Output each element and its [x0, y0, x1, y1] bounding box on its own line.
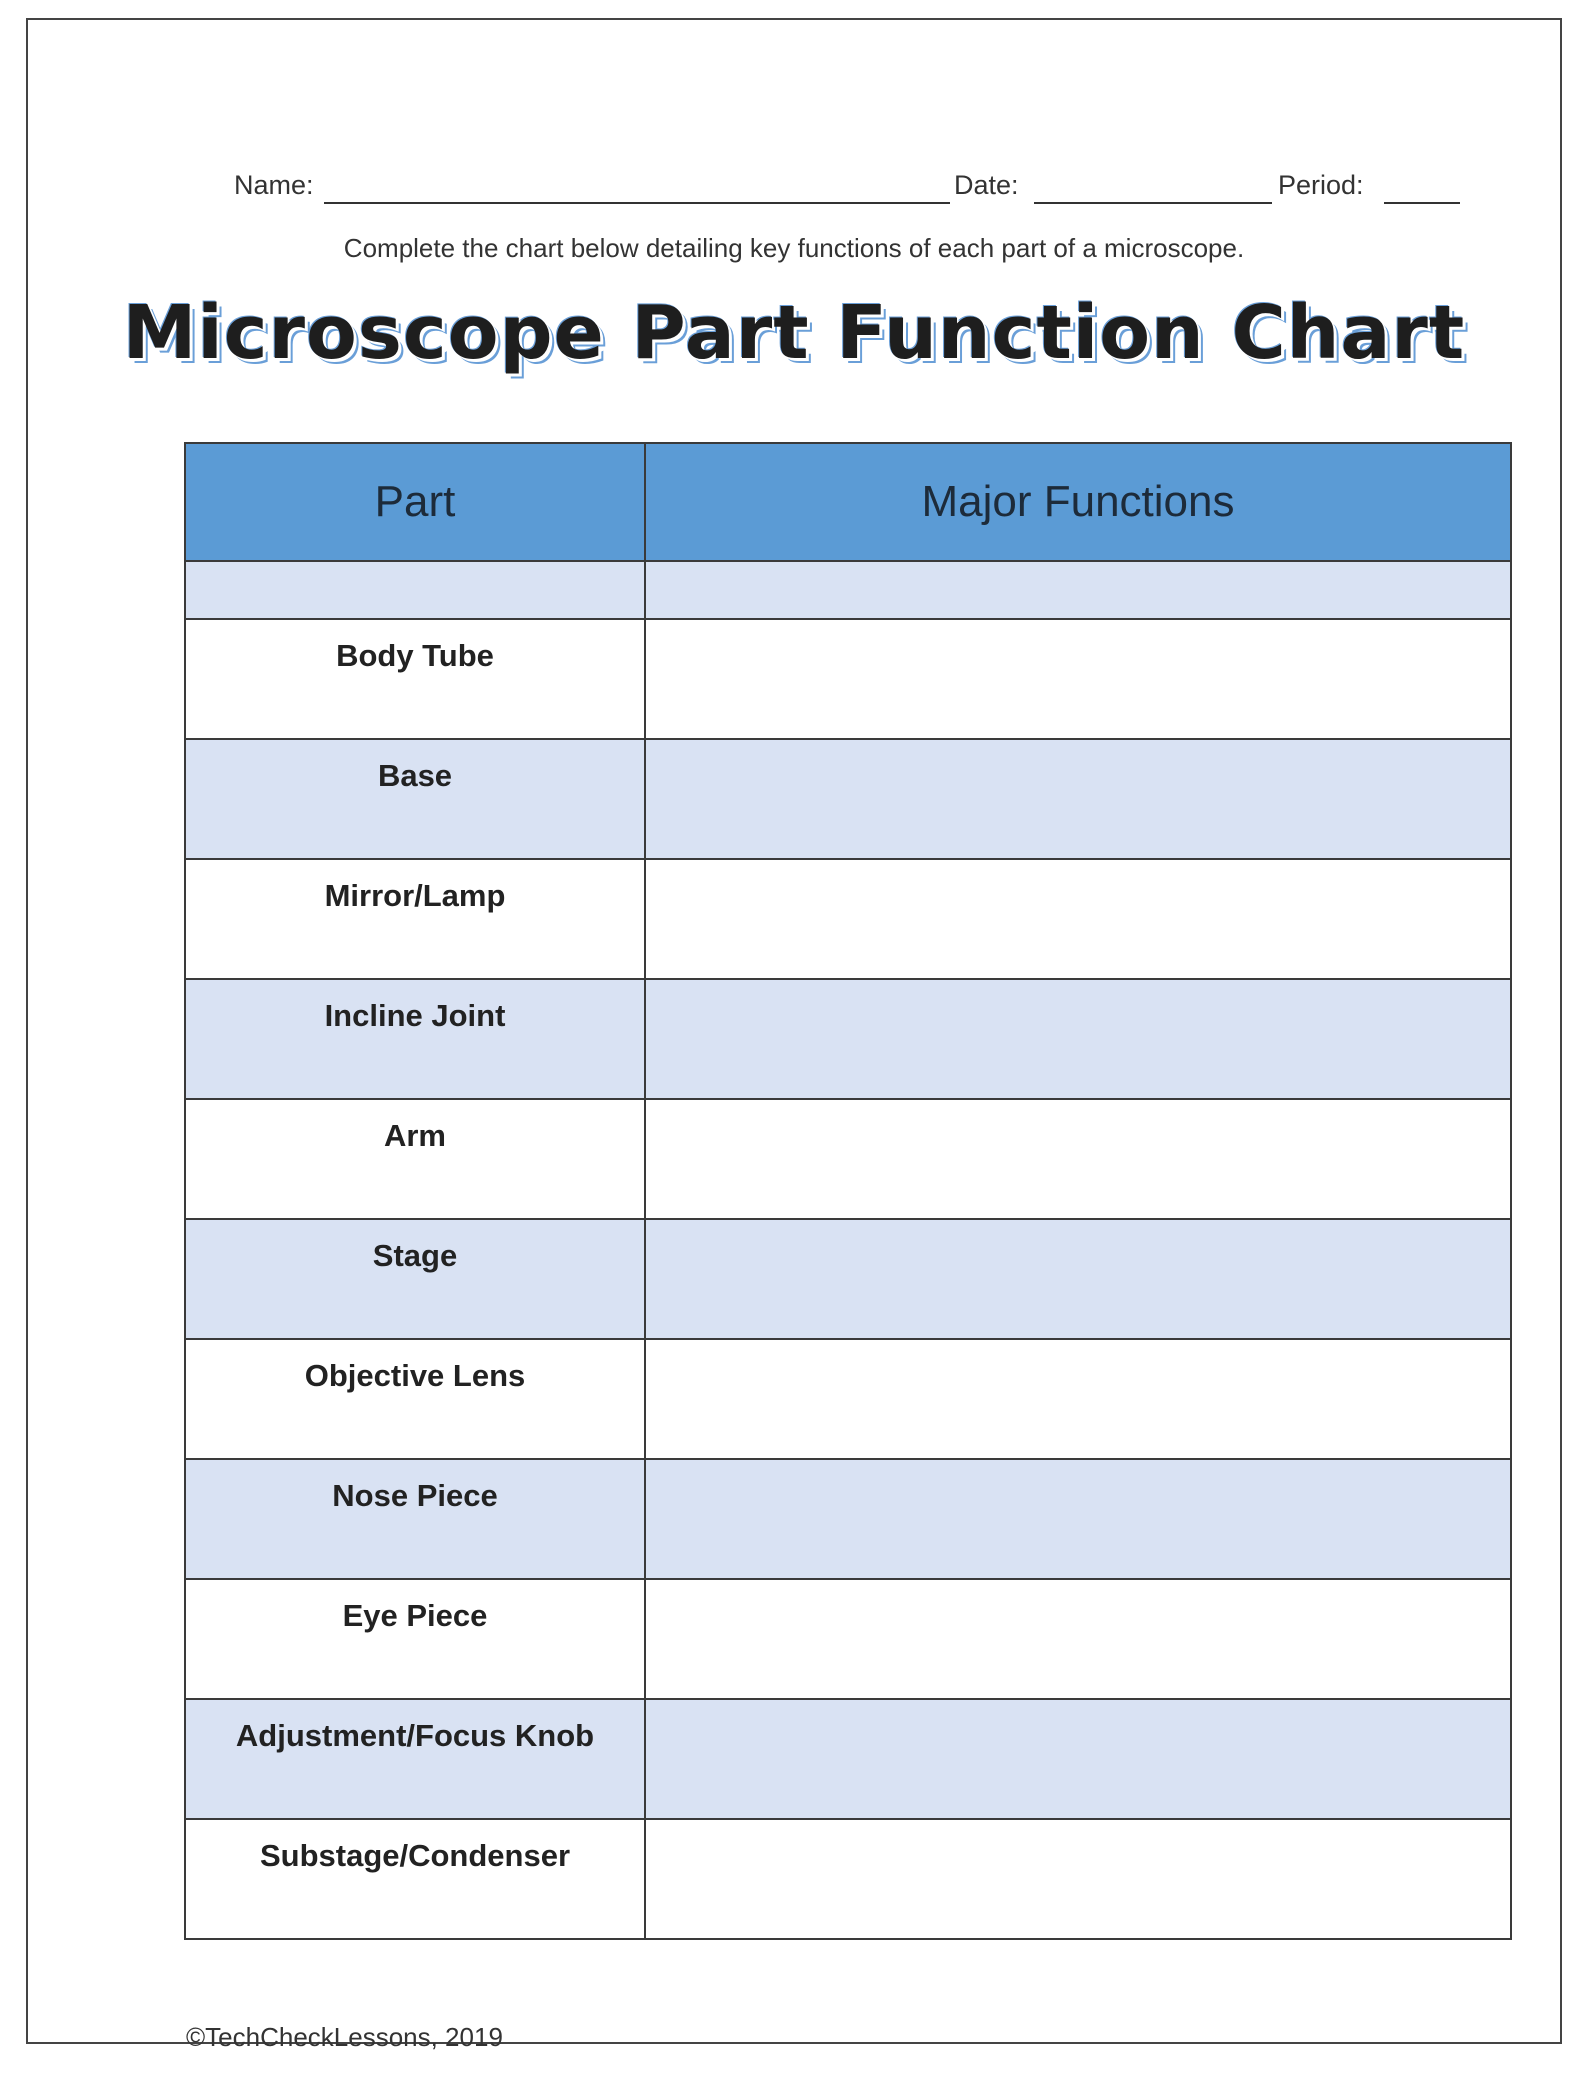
- table-header-row: [185, 443, 1511, 561]
- table-row: [185, 619, 1511, 739]
- date-blank[interactable]: [1034, 202, 1272, 204]
- part-cell: [185, 561, 645, 619]
- function-cell[interactable]: [645, 1099, 1511, 1219]
- part-cell: Objective Lens: [185, 1339, 645, 1459]
- part-cell: Body Tube: [185, 619, 645, 739]
- function-cell[interactable]: [645, 1459, 1511, 1579]
- table-row: [185, 1579, 1511, 1699]
- function-cell[interactable]: [645, 1579, 1511, 1699]
- part-cell: Adjustment/Focus Knob: [185, 1699, 645, 1819]
- table-row: [185, 561, 1511, 619]
- period-label: Period:: [1278, 170, 1364, 200]
- part-cell: Nose Piece: [185, 1459, 645, 1579]
- function-cell[interactable]: [645, 561, 1511, 619]
- function-cell[interactable]: [645, 1219, 1511, 1339]
- part-cell: Base: [185, 739, 645, 859]
- function-cell[interactable]: [645, 859, 1511, 979]
- part-cell: Incline Joint: [185, 979, 645, 1099]
- table-row: [185, 1219, 1511, 1339]
- copyright-footer: ©TechCheckLessons, 2019: [186, 2022, 503, 2052]
- worksheet-page: [26, 18, 1562, 2052]
- instructions-text: Complete the chart below detailing key functions of each part of a microscope.: [343, 233, 1245, 263]
- function-cell[interactable]: [645, 619, 1511, 739]
- table-row: [185, 1459, 1511, 1579]
- function-cell[interactable]: [645, 1819, 1511, 1939]
- part-cell: Arm: [185, 1099, 645, 1219]
- name-blank[interactable]: [324, 202, 950, 204]
- date-label: Date:: [954, 170, 1019, 200]
- table-row: [185, 1099, 1511, 1219]
- table-row: [185, 739, 1511, 859]
- table-row: [185, 979, 1511, 1099]
- page-title: Microscope Part Function Chart: [122, 290, 1466, 376]
- part-cell: Eye Piece: [185, 1579, 645, 1699]
- function-cell[interactable]: [645, 1339, 1511, 1459]
- column-header-functions: Major Functions: [645, 443, 1511, 561]
- function-cell[interactable]: [645, 1699, 1511, 1819]
- part-cell: Substage/Condenser: [185, 1819, 645, 1939]
- function-cell[interactable]: [645, 739, 1511, 859]
- table-row: [185, 1339, 1511, 1459]
- table-row: [185, 859, 1511, 979]
- student-info-line: [234, 170, 1460, 210]
- name-label: Name:: [234, 170, 314, 200]
- table-row: [185, 1699, 1511, 1819]
- part-cell: Mirror/Lamp: [185, 859, 645, 979]
- function-chart-table: [184, 442, 1512, 1940]
- part-cell: Stage: [185, 1219, 645, 1339]
- table-row: [185, 1819, 1511, 1939]
- column-header-part: Part: [185, 443, 645, 561]
- period-blank[interactable]: [1384, 202, 1460, 204]
- function-cell[interactable]: [645, 979, 1511, 1099]
